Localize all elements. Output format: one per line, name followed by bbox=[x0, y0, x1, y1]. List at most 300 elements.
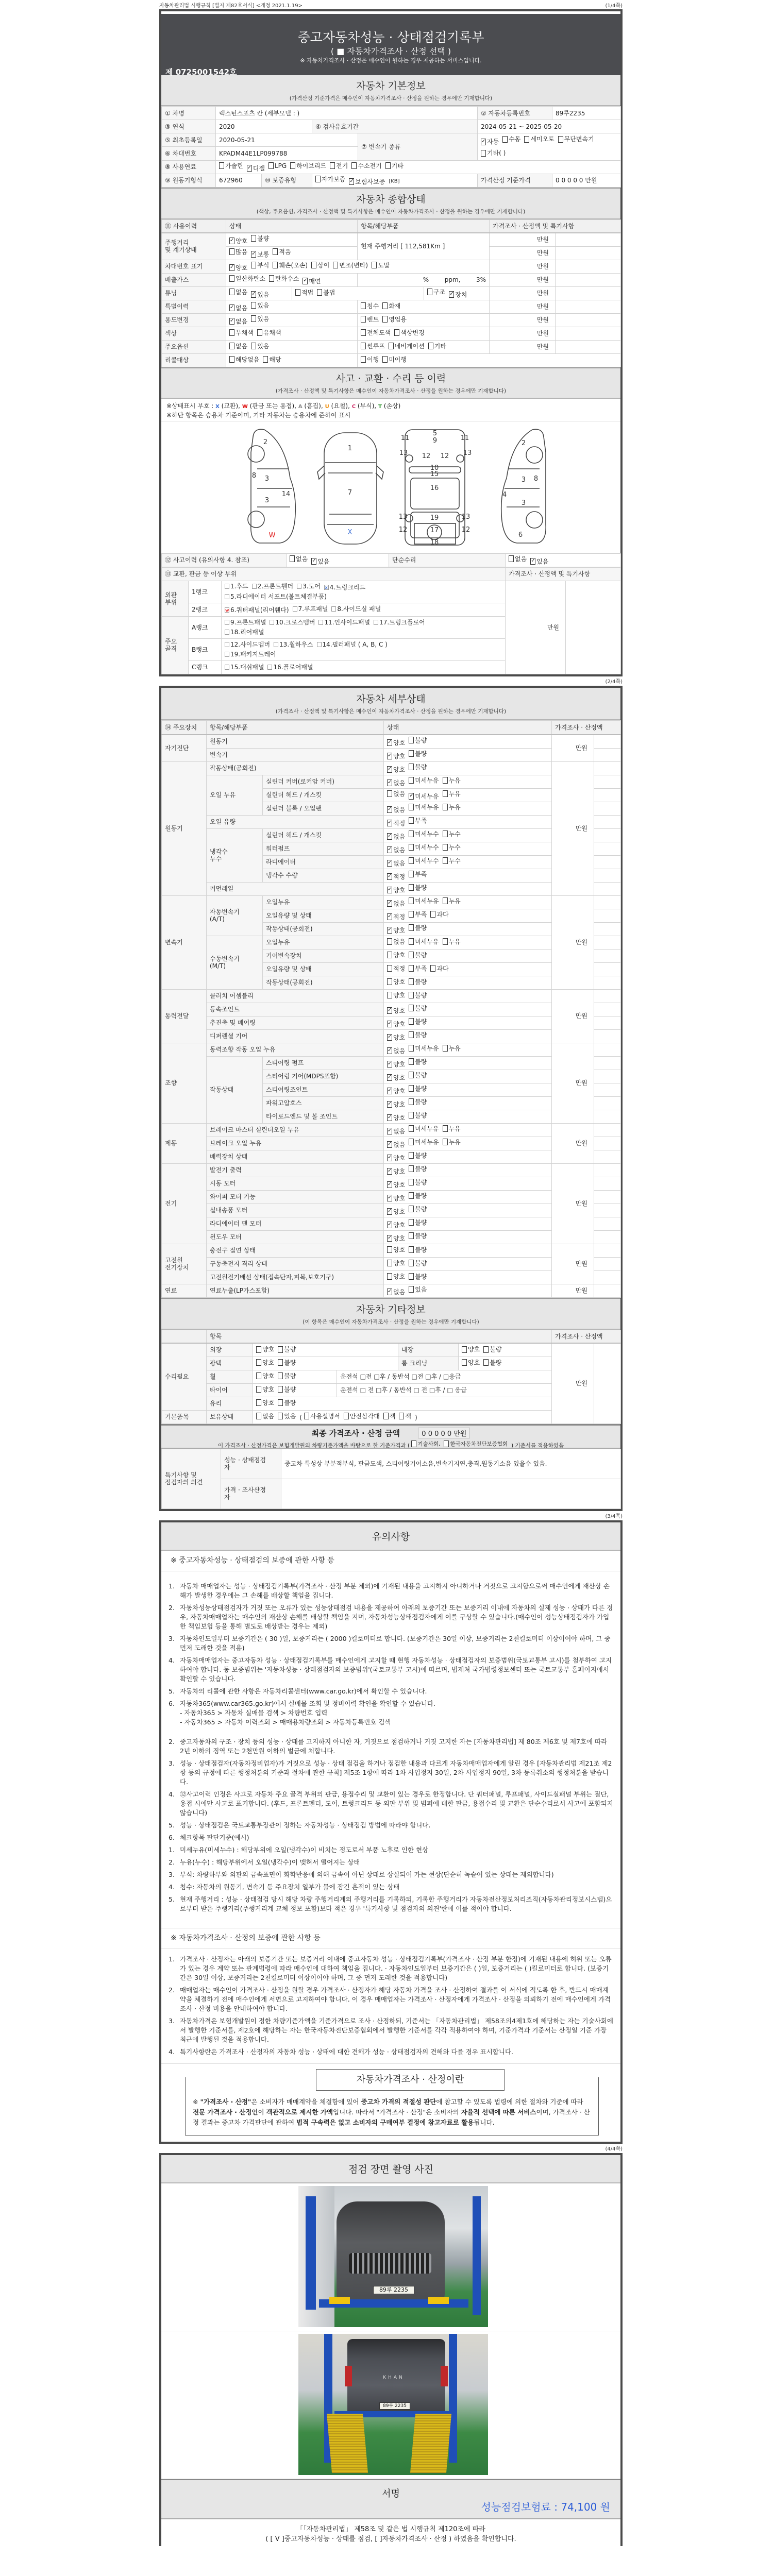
checkbox[interactable]: ✓ bbox=[230, 238, 234, 244]
checkbox[interactable] bbox=[290, 555, 295, 562]
checkbox-option[interactable] bbox=[387, 1168, 405, 1175]
checkbox-option[interactable] bbox=[387, 952, 405, 959]
checkbox[interactable]: ✓ bbox=[388, 927, 392, 933]
checkbox[interactable] bbox=[387, 1273, 392, 1280]
checkbox-option[interactable] bbox=[387, 806, 405, 814]
checkbox[interactable]: ✓ bbox=[388, 1141, 392, 1147]
checkbox[interactable] bbox=[304, 1413, 309, 1419]
checkbox-option[interactable] bbox=[387, 965, 405, 972]
checkbox[interactable] bbox=[443, 804, 448, 810]
price-note[interactable] bbox=[594, 1230, 621, 1244]
checkbox-option[interactable] bbox=[382, 302, 400, 310]
checkbox-option[interactable] bbox=[263, 356, 281, 363]
checkbox-option[interactable] bbox=[409, 897, 439, 905]
checkbox-option[interactable] bbox=[256, 1386, 274, 1393]
checkbox-option[interactable] bbox=[229, 275, 265, 282]
checkbox[interactable] bbox=[409, 1085, 414, 1092]
checkbox[interactable] bbox=[411, 1440, 416, 1447]
checkbox-option[interactable] bbox=[256, 1372, 274, 1380]
checkbox[interactable] bbox=[361, 316, 366, 323]
checkbox-option[interactable] bbox=[331, 604, 381, 614]
checkbox-option[interactable] bbox=[409, 1058, 427, 1065]
checkbox-option[interactable] bbox=[462, 1346, 480, 1353]
checkbox[interactable] bbox=[409, 992, 414, 998]
checkbox-option[interactable] bbox=[387, 927, 405, 934]
checkbox-option[interactable] bbox=[257, 329, 281, 336]
checkbox-option[interactable] bbox=[409, 1260, 427, 1267]
checkbox[interactable]: ✓ bbox=[388, 1235, 392, 1241]
checkbox[interactable] bbox=[263, 356, 268, 363]
checkbox-option[interactable] bbox=[361, 329, 391, 336]
checkbox[interactable] bbox=[229, 275, 234, 282]
checkbox-option[interactable] bbox=[387, 1222, 405, 1229]
checkbox[interactable] bbox=[409, 924, 414, 931]
checkbox[interactable] bbox=[483, 1359, 489, 1366]
checkbox-option[interactable] bbox=[251, 343, 269, 350]
checkbox[interactable]: ✓ bbox=[388, 833, 392, 839]
checkbox-option[interactable] bbox=[278, 1359, 296, 1366]
checkbox[interactable] bbox=[278, 1372, 283, 1379]
checkbox[interactable] bbox=[225, 652, 229, 657]
checkbox[interactable] bbox=[361, 329, 366, 336]
checkbox-option[interactable] bbox=[427, 289, 445, 296]
checkbox[interactable]: ✓ bbox=[388, 1061, 392, 1066]
checkbox[interactable] bbox=[333, 262, 338, 268]
checkbox-option[interactable] bbox=[229, 343, 247, 350]
checkbox[interactable]: ✓ bbox=[247, 165, 252, 171]
checkbox[interactable]: ✓ bbox=[388, 820, 392, 825]
checkbox-option[interactable] bbox=[409, 817, 427, 824]
checkbox[interactable] bbox=[251, 343, 256, 349]
checkbox[interactable]: ✓ bbox=[388, 739, 392, 745]
price-note[interactable] bbox=[594, 1070, 621, 1083]
checkbox-option[interactable] bbox=[387, 790, 405, 798]
checkbox[interactable] bbox=[428, 343, 433, 349]
checkbox-option[interactable] bbox=[409, 831, 439, 838]
checkbox-option[interactable] bbox=[387, 1128, 405, 1135]
checkbox-option[interactable] bbox=[304, 1413, 340, 1420]
checkbox[interactable] bbox=[443, 790, 448, 797]
checkbox-option[interactable] bbox=[428, 343, 446, 350]
checkbox-option[interactable] bbox=[295, 289, 313, 296]
checkbox[interactable]: ✓ bbox=[388, 1155, 392, 1160]
price-note[interactable] bbox=[594, 855, 621, 869]
price-note[interactable] bbox=[594, 1217, 621, 1230]
damage-mark[interactable]: w bbox=[225, 608, 229, 613]
checkbox-option[interactable] bbox=[225, 663, 264, 672]
checkbox[interactable] bbox=[387, 978, 392, 985]
checkbox-option[interactable] bbox=[251, 315, 269, 323]
damage-mark[interactable]: x bbox=[325, 585, 328, 590]
checkbox[interactable] bbox=[387, 965, 392, 972]
checkbox[interactable] bbox=[443, 844, 448, 851]
checkbox[interactable] bbox=[409, 1232, 414, 1239]
checkbox[interactable] bbox=[229, 356, 234, 363]
checkbox[interactable]: ✓ bbox=[251, 291, 256, 297]
price-note[interactable] bbox=[594, 802, 621, 815]
checkbox-option[interactable] bbox=[374, 618, 425, 627]
checkbox-option[interactable] bbox=[256, 1359, 274, 1366]
price-note[interactable] bbox=[556, 233, 621, 246]
checkbox-option[interactable] bbox=[387, 846, 405, 854]
price-note[interactable] bbox=[594, 1123, 621, 1137]
checkbox-option[interactable] bbox=[483, 1346, 501, 1353]
checkbox-option[interactable] bbox=[251, 302, 269, 309]
price-note[interactable] bbox=[594, 1096, 621, 1110]
price-note[interactable] bbox=[594, 842, 621, 855]
checkbox[interactable] bbox=[256, 1399, 261, 1406]
checkbox-option[interactable] bbox=[443, 857, 461, 865]
checkbox-option[interactable] bbox=[256, 1399, 274, 1406]
price-note[interactable] bbox=[556, 313, 621, 327]
price-note[interactable] bbox=[594, 936, 621, 949]
checkbox-option[interactable] bbox=[251, 251, 269, 258]
checkbox[interactable] bbox=[427, 289, 432, 295]
checkbox[interactable]: ✓ bbox=[388, 1074, 392, 1080]
checkbox[interactable]: ✓ bbox=[481, 138, 486, 144]
checkbox[interactable] bbox=[251, 262, 256, 268]
checkbox-option[interactable] bbox=[303, 278, 321, 285]
checkbox[interactable] bbox=[295, 289, 300, 296]
checkbox[interactable] bbox=[252, 584, 257, 589]
checkbox[interactable] bbox=[409, 1072, 414, 1078]
checkbox-option[interactable] bbox=[409, 1098, 427, 1106]
price-note[interactable] bbox=[594, 1190, 621, 1204]
checkbox[interactable] bbox=[409, 938, 414, 945]
checkbox[interactable] bbox=[267, 665, 272, 670]
checkbox-option[interactable] bbox=[229, 238, 247, 245]
checkbox-option[interactable] bbox=[483, 1359, 501, 1366]
checkbox-option[interactable] bbox=[297, 582, 321, 591]
checkbox-option[interactable] bbox=[387, 1289, 405, 1296]
checkbox[interactable]: ✓ bbox=[388, 766, 392, 772]
checkbox[interactable]: ✓ bbox=[388, 1021, 392, 1026]
checkbox[interactable] bbox=[273, 248, 278, 255]
checkbox-option[interactable] bbox=[256, 1413, 274, 1420]
price-note[interactable] bbox=[594, 1343, 621, 1423]
checkbox[interactable]: ✓ bbox=[449, 291, 454, 297]
checkbox-option[interactable] bbox=[229, 318, 247, 325]
checkbox[interactable] bbox=[483, 1346, 489, 1353]
checkbox[interactable]: ✓ bbox=[388, 1047, 392, 1053]
checkbox-option[interactable] bbox=[387, 860, 405, 867]
checkbox-option[interactable] bbox=[409, 911, 427, 918]
checkbox[interactable] bbox=[462, 1346, 467, 1353]
checkbox-option[interactable] bbox=[311, 558, 329, 565]
checkbox-option[interactable] bbox=[351, 162, 381, 170]
checkbox-option[interactable] bbox=[509, 555, 527, 563]
checkbox[interactable] bbox=[409, 1273, 414, 1280]
checkbox-option[interactable] bbox=[443, 1125, 461, 1132]
price-note[interactable] bbox=[594, 1257, 621, 1270]
checkbox-option[interactable] bbox=[270, 618, 315, 627]
checkbox[interactable] bbox=[409, 1246, 414, 1253]
checkbox[interactable]: ✓ bbox=[388, 846, 392, 852]
checkbox-option[interactable] bbox=[229, 356, 259, 363]
price-note[interactable] bbox=[594, 962, 621, 976]
checkbox[interactable] bbox=[409, 978, 414, 985]
checkbox[interactable]: ✓ bbox=[531, 558, 535, 564]
checkbox-option[interactable] bbox=[387, 1141, 405, 1148]
checkbox-option[interactable] bbox=[344, 1413, 380, 1420]
checkbox[interactable] bbox=[409, 1260, 414, 1266]
checkbox-option[interactable] bbox=[409, 1005, 427, 1012]
price-note[interactable] bbox=[594, 1177, 621, 1190]
checkbox-option[interactable] bbox=[449, 291, 467, 298]
checkbox[interactable] bbox=[256, 1359, 261, 1366]
checkbox-option[interactable] bbox=[409, 884, 427, 891]
checkbox[interactable] bbox=[409, 831, 414, 837]
checkbox[interactable] bbox=[229, 343, 234, 349]
checkbox[interactable] bbox=[387, 1260, 392, 1266]
price-note[interactable] bbox=[594, 1043, 621, 1056]
checkbox[interactable] bbox=[443, 777, 448, 784]
checkbox-option[interactable] bbox=[387, 978, 405, 986]
checkbox[interactable] bbox=[443, 1139, 448, 1145]
checkbox-option[interactable] bbox=[409, 1273, 427, 1280]
checkbox-option[interactable] bbox=[462, 1359, 480, 1366]
checkbox-option[interactable] bbox=[387, 1074, 405, 1081]
checkbox[interactable] bbox=[331, 606, 336, 612]
checkbox-option[interactable] bbox=[409, 992, 427, 999]
checkbox-option[interactable] bbox=[387, 1034, 405, 1041]
checkbox[interactable]: ✓ bbox=[388, 1088, 392, 1093]
checkbox[interactable]: ✓ bbox=[409, 793, 414, 799]
checkbox-option[interactable] bbox=[387, 1235, 405, 1242]
checkbox-option[interactable] bbox=[333, 262, 368, 269]
checkbox[interactable]: ✓ bbox=[251, 251, 256, 257]
checkbox[interactable] bbox=[409, 737, 414, 743]
checkbox-option[interactable] bbox=[219, 162, 243, 170]
checkbox[interactable] bbox=[430, 911, 435, 918]
checkbox-option[interactable] bbox=[387, 766, 405, 773]
price-note[interactable] bbox=[594, 909, 621, 922]
price-note[interactable] bbox=[594, 828, 621, 842]
checkbox[interactable] bbox=[481, 150, 486, 157]
checkbox[interactable] bbox=[409, 1139, 414, 1145]
price-note[interactable] bbox=[556, 327, 621, 340]
checkbox-option[interactable] bbox=[387, 739, 405, 747]
checkbox[interactable]: ✓ bbox=[388, 1007, 392, 1013]
checkbox[interactable] bbox=[268, 162, 274, 169]
checkbox[interactable] bbox=[274, 642, 278, 647]
checkbox-option[interactable] bbox=[387, 1181, 405, 1189]
checkbox[interactable] bbox=[293, 606, 297, 612]
price-note[interactable] bbox=[556, 246, 621, 260]
checkbox-option[interactable] bbox=[278, 1386, 296, 1393]
checkbox[interactable] bbox=[444, 1440, 449, 1447]
checkbox-option[interactable] bbox=[317, 640, 388, 649]
checkbox[interactable] bbox=[383, 1413, 389, 1419]
checkbox-option[interactable] bbox=[409, 1286, 427, 1293]
checkbox-option[interactable] bbox=[318, 618, 370, 627]
checkbox[interactable] bbox=[382, 302, 388, 309]
checkbox[interactable] bbox=[382, 316, 388, 323]
checkbox-option[interactable] bbox=[409, 844, 439, 851]
price-note[interactable] bbox=[556, 300, 621, 313]
checkbox-option[interactable] bbox=[269, 275, 299, 282]
checkbox[interactable]: ✓ bbox=[230, 264, 234, 270]
checkbox[interactable]: ✓ bbox=[312, 558, 316, 564]
checkbox-option[interactable] bbox=[409, 1206, 427, 1213]
checkbox-option[interactable] bbox=[409, 1072, 427, 1079]
checkbox[interactable] bbox=[409, 897, 414, 904]
checkbox-option[interactable] bbox=[387, 1088, 405, 1095]
checkbox-option[interactable] bbox=[225, 640, 270, 649]
price-note[interactable] bbox=[594, 748, 621, 761]
checkbox-option[interactable] bbox=[444, 1440, 508, 1448]
checkbox-option[interactable] bbox=[399, 1413, 411, 1420]
checkbox-option[interactable] bbox=[409, 1192, 427, 1199]
checkbox[interactable]: ✓ bbox=[388, 1289, 392, 1294]
checkbox-option[interactable] bbox=[409, 952, 427, 959]
checkbox-option[interactable] bbox=[290, 162, 326, 170]
checkbox-option[interactable] bbox=[409, 1112, 427, 1119]
checkbox[interactable] bbox=[387, 952, 392, 958]
checkbox[interactable] bbox=[409, 911, 414, 918]
price-note[interactable] bbox=[594, 1150, 621, 1163]
checkbox-option[interactable] bbox=[387, 900, 405, 907]
price-note[interactable] bbox=[556, 260, 621, 273]
checkbox-option[interactable] bbox=[385, 162, 404, 170]
checkbox-option[interactable] bbox=[409, 1125, 439, 1132]
checkbox-option[interactable] bbox=[229, 304, 247, 312]
checkbox-option[interactable] bbox=[430, 911, 448, 918]
checkbox[interactable] bbox=[409, 1005, 414, 1011]
checkbox[interactable] bbox=[251, 315, 256, 322]
checkbox[interactable] bbox=[443, 1125, 448, 1132]
checkbox[interactable] bbox=[278, 1386, 283, 1393]
checkbox-option[interactable] bbox=[278, 1413, 296, 1420]
checkbox[interactable] bbox=[409, 1152, 414, 1159]
checkbox-option[interactable] bbox=[387, 753, 405, 760]
checkbox-option[interactable] bbox=[278, 1399, 296, 1406]
checkbox[interactable] bbox=[318, 620, 323, 625]
checkbox-option[interactable] bbox=[430, 965, 448, 972]
checkbox-option[interactable] bbox=[409, 1031, 427, 1039]
checkbox[interactable] bbox=[387, 938, 392, 945]
checkbox[interactable] bbox=[409, 777, 414, 784]
checkbox[interactable] bbox=[462, 1359, 467, 1366]
checkbox[interactable] bbox=[443, 938, 448, 945]
checkbox-option[interactable] bbox=[524, 133, 554, 145]
checkbox[interactable] bbox=[443, 831, 448, 837]
price-note[interactable] bbox=[594, 788, 621, 802]
checkbox-option[interactable] bbox=[409, 871, 427, 878]
checkbox[interactable]: ✓ bbox=[388, 1222, 392, 1227]
checkbox[interactable] bbox=[409, 1286, 414, 1293]
price-note[interactable] bbox=[594, 949, 621, 962]
checkbox[interactable] bbox=[225, 620, 229, 625]
checkbox[interactable] bbox=[387, 992, 392, 998]
checkbox[interactable] bbox=[409, 764, 414, 770]
price-note[interactable] bbox=[594, 1204, 621, 1217]
checkbox-option[interactable] bbox=[225, 618, 266, 627]
checkbox-option[interactable] bbox=[387, 1007, 405, 1014]
checkbox[interactable]: ✓ bbox=[388, 1034, 392, 1040]
checkbox-option[interactable] bbox=[387, 887, 405, 894]
checkbox[interactable] bbox=[251, 302, 256, 309]
checkbox-option[interactable] bbox=[315, 176, 345, 183]
checkbox[interactable] bbox=[387, 1246, 392, 1253]
price-note[interactable] bbox=[594, 761, 621, 775]
checkbox[interactable] bbox=[225, 594, 229, 599]
checkbox-option[interactable] bbox=[382, 316, 407, 323]
price-note[interactable] bbox=[594, 869, 621, 882]
checkbox[interactable] bbox=[502, 136, 508, 143]
checkbox-option[interactable] bbox=[317, 289, 335, 296]
checkbox-option[interactable] bbox=[530, 558, 548, 565]
checkbox[interactable] bbox=[361, 356, 366, 363]
checkbox[interactable]: ✓ bbox=[388, 860, 392, 866]
checkbox-option[interactable] bbox=[409, 1085, 427, 1092]
checkbox[interactable] bbox=[297, 584, 301, 589]
price-note[interactable] bbox=[594, 1270, 621, 1284]
checkbox[interactable] bbox=[256, 1413, 261, 1419]
checkbox[interactable]: ✓ bbox=[388, 779, 392, 785]
price-note[interactable] bbox=[594, 775, 621, 788]
price-note[interactable] bbox=[594, 1003, 621, 1016]
checkbox-option[interactable] bbox=[409, 1018, 427, 1025]
checkbox[interactable] bbox=[443, 857, 448, 864]
checkbox-option[interactable] bbox=[387, 820, 405, 827]
checkbox[interactable] bbox=[558, 136, 563, 143]
checkbox-option[interactable] bbox=[278, 1372, 296, 1380]
price-note[interactable] bbox=[594, 1284, 621, 1297]
checkbox-option[interactable] bbox=[383, 1413, 396, 1420]
checkbox-option[interactable] bbox=[409, 804, 439, 811]
checkbox[interactable] bbox=[409, 844, 414, 851]
checkbox-option[interactable] bbox=[409, 1232, 427, 1240]
checkbox[interactable]: ✓ bbox=[388, 1101, 392, 1107]
checkbox[interactable]: ✓ bbox=[388, 1195, 392, 1200]
checkbox[interactable] bbox=[317, 289, 322, 296]
checkbox-option[interactable] bbox=[387, 1195, 405, 1202]
checkbox-option[interactable] bbox=[361, 316, 379, 323]
checkbox-option[interactable] bbox=[387, 1273, 405, 1280]
price-note[interactable] bbox=[594, 922, 621, 936]
price-note[interactable] bbox=[594, 1056, 621, 1070]
price-note[interactable] bbox=[594, 1244, 621, 1257]
checkbox[interactable]: ✓ bbox=[388, 806, 392, 812]
checkbox-option[interactable] bbox=[361, 343, 385, 350]
checkbox-option[interactable] bbox=[409, 965, 427, 972]
checkbox-option[interactable] bbox=[409, 750, 427, 757]
checkbox[interactable]: ✓ bbox=[388, 1181, 392, 1187]
checkbox-option[interactable] bbox=[387, 873, 405, 880]
checkbox[interactable] bbox=[330, 162, 335, 169]
checkbox[interactable]: ✓ bbox=[388, 1168, 392, 1174]
price-note[interactable] bbox=[566, 581, 621, 674]
checkbox[interactable]: ✓ bbox=[388, 873, 392, 879]
checkbox[interactable] bbox=[409, 1058, 414, 1065]
checkbox-option[interactable] bbox=[387, 1155, 405, 1162]
checkbox[interactable] bbox=[443, 1045, 448, 1052]
checkbox[interactable] bbox=[409, 952, 414, 958]
checkbox-option[interactable] bbox=[247, 165, 265, 172]
checkbox[interactable] bbox=[229, 329, 234, 336]
price-note[interactable] bbox=[594, 1137, 621, 1150]
checkbox[interactable] bbox=[229, 248, 234, 255]
checkbox[interactable] bbox=[270, 620, 274, 625]
checkbox[interactable]: ✓ bbox=[230, 318, 234, 324]
checkbox-option[interactable] bbox=[409, 1139, 439, 1146]
checkbox-option[interactable] bbox=[409, 857, 439, 865]
checkbox[interactable] bbox=[361, 343, 366, 349]
price-note[interactable] bbox=[594, 976, 621, 989]
checkbox-option[interactable] bbox=[251, 262, 269, 269]
price-note[interactable] bbox=[594, 989, 621, 1003]
